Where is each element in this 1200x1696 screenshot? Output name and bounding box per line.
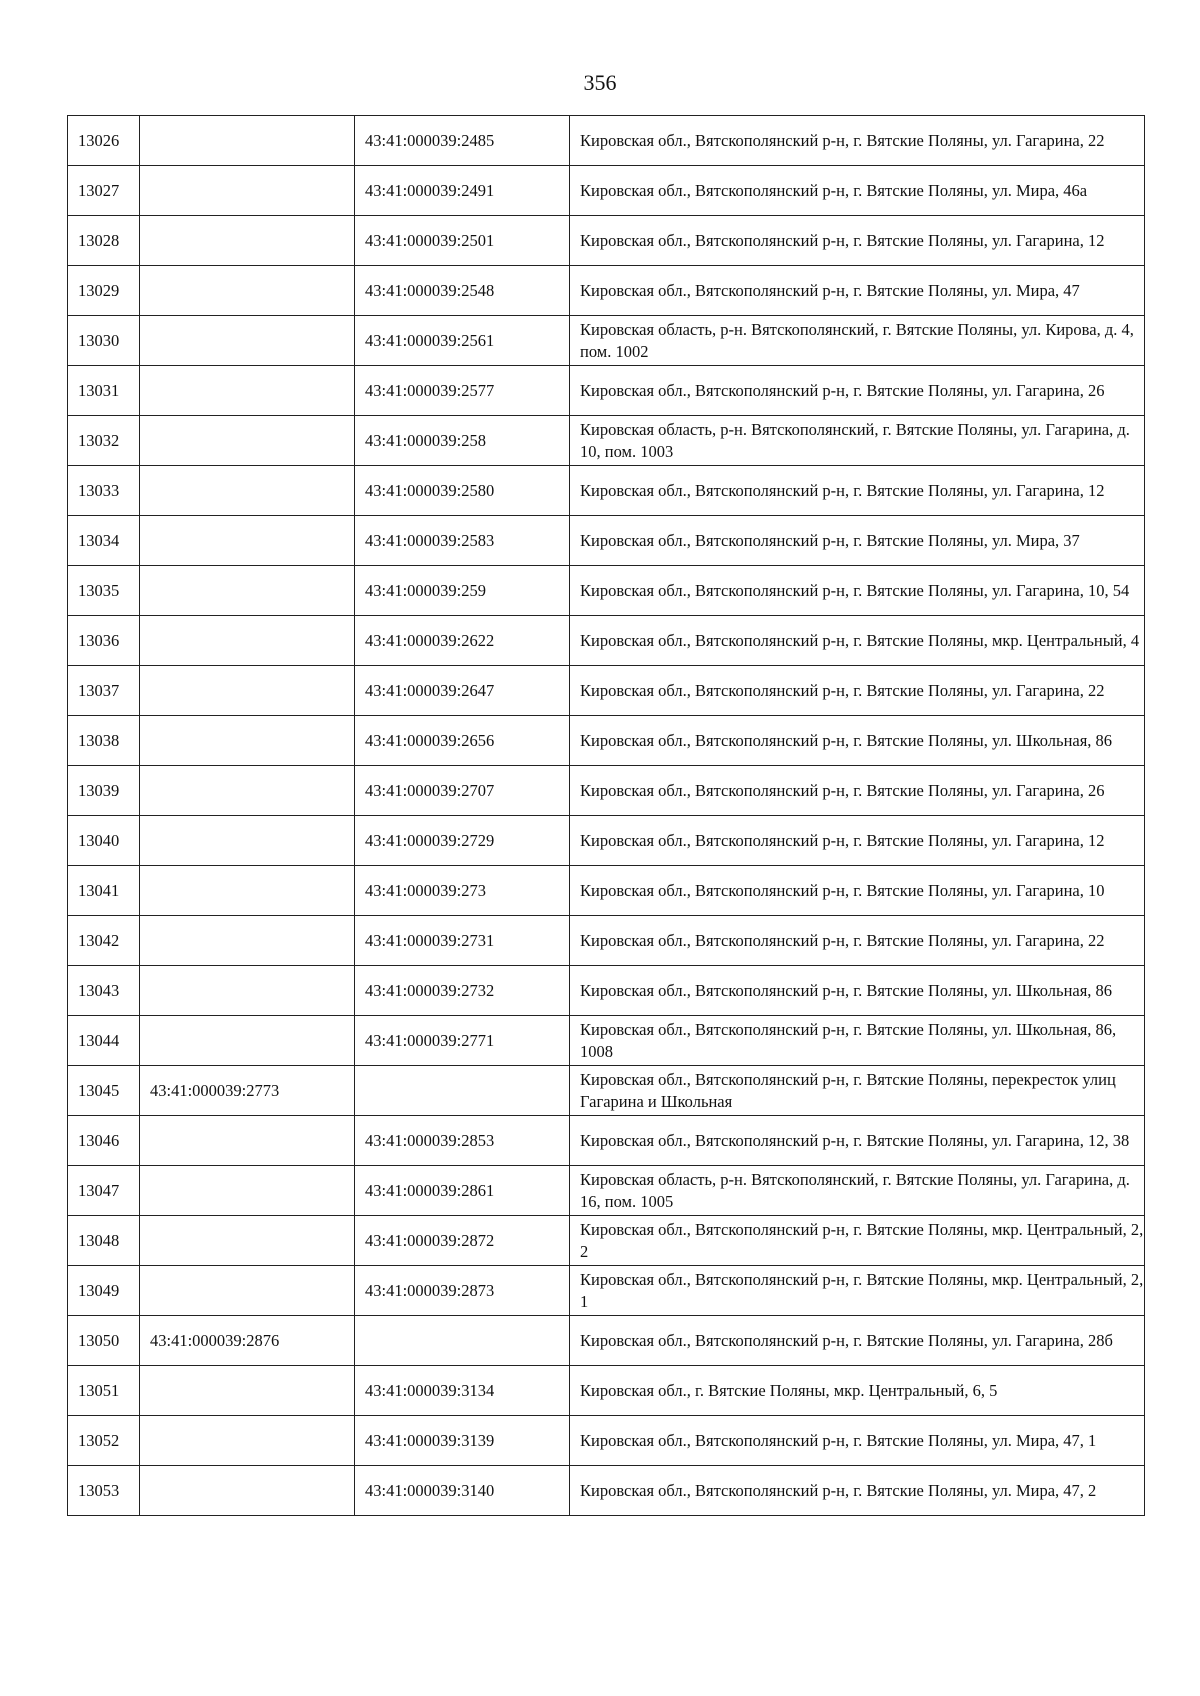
table-row bbox=[68, 716, 1145, 766]
table-row bbox=[68, 1416, 1145, 1466]
object-cadastral-number-cell: 43:41:000039:259 bbox=[355, 566, 570, 616]
table-row bbox=[68, 466, 1145, 516]
object-cadastral-number-cell: 43:41:000039:2548 bbox=[355, 266, 570, 316]
object-cadastral-number-cell: 43:41:000039:3134 bbox=[355, 1366, 570, 1416]
row-number-cell: 13035 bbox=[68, 566, 140, 616]
object-cadastral-number-cell: 43:41:000039:2491 bbox=[355, 166, 570, 216]
registry-table bbox=[67, 115, 1145, 1516]
table-row bbox=[68, 666, 1145, 716]
object-cadastral-number-cell: 43:41:000039:2656 bbox=[355, 716, 570, 766]
row-number-cell: 13029 bbox=[68, 266, 140, 316]
address-cell: Кировская обл., Вятскополянский р-н, г. Вятские Поляны, перекресток улиц Гагарина и Школьная bbox=[570, 1066, 1145, 1116]
object-cadastral-number-cell: 43:41:000039:2583 bbox=[355, 516, 570, 566]
land-cadastral-number-cell bbox=[140, 1266, 355, 1316]
table-row bbox=[68, 1366, 1145, 1416]
table-row bbox=[68, 1216, 1145, 1266]
row-number-cell: 13038 bbox=[68, 716, 140, 766]
row-number-cell: 13051 bbox=[68, 1366, 140, 1416]
address-cell: Кировская обл., Вятскополянский р-н, г. Вятские Поляны, ул. Мира, 46а bbox=[570, 166, 1145, 216]
object-cadastral-number-cell: 43:41:000039:2647 bbox=[355, 666, 570, 716]
row-number-cell: 13027 bbox=[68, 166, 140, 216]
row-number-cell: 13045 bbox=[68, 1066, 140, 1116]
table-row bbox=[68, 1316, 1145, 1366]
table-row bbox=[68, 1066, 1145, 1116]
address-cell: Кировская обл., Вятскополянский р-н, г. Вятские Поляны, ул. Мира, 37 bbox=[570, 516, 1145, 566]
object-cadastral-number-cell: 43:41:000039:2501 bbox=[355, 216, 570, 266]
address-cell: Кировская обл., Вятскополянский р-н, г. Вятские Поляны, ул. Гагарина, 12 bbox=[570, 216, 1145, 266]
address-cell: Кировская обл., Вятскополянский р-н, г. Вятские Поляны, ул. Гагарина, 12, 38 bbox=[570, 1116, 1145, 1166]
land-cadastral-number-cell bbox=[140, 1466, 355, 1516]
land-cadastral-number-cell bbox=[140, 1116, 355, 1166]
land-cadastral-number-cell bbox=[140, 166, 355, 216]
row-number-cell: 13034 bbox=[68, 516, 140, 566]
object-cadastral-number-cell: 43:41:000039:2771 bbox=[355, 1016, 570, 1066]
table-row bbox=[68, 1166, 1145, 1216]
object-cadastral-number-cell: 43:41:000039:3139 bbox=[355, 1416, 570, 1466]
object-cadastral-number-cell: 43:41:000039:2731 bbox=[355, 916, 570, 966]
table-row bbox=[68, 1266, 1145, 1316]
address-cell: Кировская обл., Вятскополянский р-н, г. Вятские Поляны, ул. Гагарина, 10, 54 bbox=[570, 566, 1145, 616]
object-cadastral-number-cell: 43:41:000039:2577 bbox=[355, 366, 570, 416]
address-cell: Кировская обл., Вятскополянский р-н, г. Вятские Поляны, ул. Мира, 47, 1 bbox=[570, 1416, 1145, 1466]
land-cadastral-number-cell bbox=[140, 1016, 355, 1066]
address-cell: Кировская обл., Вятскополянский р-н, г. Вятские Поляны, ул. Гагарина, 12 bbox=[570, 816, 1145, 866]
land-cadastral-number-cell bbox=[140, 1366, 355, 1416]
land-cadastral-number-cell bbox=[140, 1166, 355, 1216]
object-cadastral-number-cell: 43:41:000039:3140 bbox=[355, 1466, 570, 1516]
row-number-cell: 13041 bbox=[68, 866, 140, 916]
row-number-cell: 13046 bbox=[68, 1116, 140, 1166]
row-number-cell: 13043 bbox=[68, 966, 140, 1016]
object-cadastral-number-cell: 43:41:000039:2872 bbox=[355, 1216, 570, 1266]
table-row bbox=[68, 816, 1145, 866]
land-cadastral-number-cell bbox=[140, 766, 355, 816]
row-number-cell: 13032 bbox=[68, 416, 140, 466]
row-number-cell: 13049 bbox=[68, 1266, 140, 1316]
address-cell: Кировская обл., Вятскополянский р-н, г. Вятские Поляны, ул. Гагарина, 26 bbox=[570, 766, 1145, 816]
table-row bbox=[68, 366, 1145, 416]
object-cadastral-number-cell: 43:41:000039:2732 bbox=[355, 966, 570, 1016]
land-cadastral-number-cell bbox=[140, 416, 355, 466]
land-cadastral-number-cell bbox=[140, 466, 355, 516]
object-cadastral-number-cell: 43:41:000039:2622 bbox=[355, 616, 570, 666]
table-row bbox=[68, 966, 1145, 1016]
object-cadastral-number-cell: 43:41:000039:2861 bbox=[355, 1166, 570, 1216]
land-cadastral-number-cell bbox=[140, 366, 355, 416]
object-cadastral-number-cell: 43:41:000039:2485 bbox=[355, 116, 570, 166]
address-cell: Кировская обл., Вятскополянский р-н, г. Вятские Поляны, ул. Школьная, 86 bbox=[570, 966, 1145, 1016]
row-number-cell: 13037 bbox=[68, 666, 140, 716]
address-cell: Кировская обл., г. Вятские Поляны, мкр. Центральный, 6, 5 bbox=[570, 1366, 1145, 1416]
address-cell: Кировская область, р-н. Вятскополянский, г. Вятские Поляны, ул. Кирова, д. 4, пом. 1002 bbox=[570, 316, 1145, 366]
address-cell: Кировская обл., Вятскополянский р-н, г. Вятские Поляны, мкр. Центральный, 4 bbox=[570, 616, 1145, 666]
row-number-cell: 13052 bbox=[68, 1416, 140, 1466]
address-cell: Кировская обл., Вятскополянский р-н, г. Вятские Поляны, ул. Гагарина, 22 bbox=[570, 666, 1145, 716]
address-cell: Кировская обл., Вятскополянский р-н, г. Вятские Поляны, ул. Гагарина, 12 bbox=[570, 466, 1145, 516]
page-number: 356 bbox=[583, 70, 617, 95]
address-cell: Кировская обл., Вятскополянский р-н, г. Вятские Поляны, ул. Гагарина, 10 bbox=[570, 866, 1145, 916]
address-cell: Кировская обл., Вятскополянский р-н, г. Вятские Поляны, ул. Школьная, 86, 1008 bbox=[570, 1016, 1145, 1066]
object-cadastral-number-cell: 43:41:000039:2561 bbox=[355, 316, 570, 366]
address-cell: Кировская обл., Вятскополянский р-н, г. Вятские Поляны, ул. Мира, 47 bbox=[570, 266, 1145, 316]
table-row bbox=[68, 866, 1145, 916]
table-row bbox=[68, 316, 1145, 366]
table-row bbox=[68, 516, 1145, 566]
object-cadastral-number-cell: 43:41:000039:2729 bbox=[355, 816, 570, 866]
address-cell: Кировская обл., Вятскополянский р-н, г. Вятские Поляны, ул. Гагарина, 26 bbox=[570, 366, 1145, 416]
row-number-cell: 13031 bbox=[68, 366, 140, 416]
row-number-cell: 13042 bbox=[68, 916, 140, 966]
table-row bbox=[68, 116, 1145, 166]
row-number-cell: 13044 bbox=[68, 1016, 140, 1066]
row-number-cell: 13028 bbox=[68, 216, 140, 266]
land-cadastral-number-cell bbox=[140, 666, 355, 716]
object-cadastral-number-cell: 43:41:000039:2873 bbox=[355, 1266, 570, 1316]
table-row bbox=[68, 1466, 1145, 1516]
land-cadastral-number-cell bbox=[140, 1416, 355, 1466]
row-number-cell: 13050 bbox=[68, 1316, 140, 1366]
address-cell: Кировская обл., Вятскополянский р-н, г. Вятские Поляны, мкр. Центральный, 2, 2 bbox=[570, 1216, 1145, 1266]
address-cell: Кировская обл., Вятскополянский р-н, г. Вятские Поляны, мкр. Центральный, 2, 1 bbox=[570, 1266, 1145, 1316]
row-number-cell: 13036 bbox=[68, 616, 140, 666]
address-cell: Кировская область, р-н. Вятскополянский, г. Вятские Поляны, ул. Гагарина, д. 16, пом. 1005 bbox=[570, 1166, 1145, 1216]
land-cadastral-number-cell bbox=[140, 866, 355, 916]
row-number-cell: 13048 bbox=[68, 1216, 140, 1266]
land-cadastral-number-cell: 43:41:000039:2876 bbox=[140, 1316, 355, 1366]
address-cell: Кировская обл., Вятскополянский р-н, г. Вятские Поляны, ул. Гагарина, 22 bbox=[570, 116, 1145, 166]
address-cell: Кировская обл., Вятскополянский р-н, г. Вятские Поляны, ул. Школьная, 86 bbox=[570, 716, 1145, 766]
registry-table-body bbox=[68, 116, 1145, 1516]
land-cadastral-number-cell bbox=[140, 716, 355, 766]
land-cadastral-number-cell bbox=[140, 966, 355, 1016]
table-row bbox=[68, 1016, 1145, 1066]
row-number-cell: 13030 bbox=[68, 316, 140, 366]
object-cadastral-number-cell: 43:41:000039:2707 bbox=[355, 766, 570, 816]
row-number-cell: 13040 bbox=[68, 816, 140, 866]
table-row bbox=[68, 766, 1145, 816]
row-number-cell: 13047 bbox=[68, 1166, 140, 1216]
table-row bbox=[68, 1116, 1145, 1166]
object-cadastral-number-cell bbox=[355, 1316, 570, 1366]
table-row bbox=[68, 566, 1145, 616]
table-row bbox=[68, 616, 1145, 666]
address-cell: Кировская обл., Вятскополянский р-н, г. Вятские Поляны, ул. Мира, 47, 2 bbox=[570, 1466, 1145, 1516]
table-row bbox=[68, 416, 1145, 466]
land-cadastral-number-cell bbox=[140, 566, 355, 616]
land-cadastral-number-cell bbox=[140, 116, 355, 166]
object-cadastral-number-cell: 43:41:000039:258 bbox=[355, 416, 570, 466]
land-cadastral-number-cell bbox=[140, 316, 355, 366]
row-number-cell: 13039 bbox=[68, 766, 140, 816]
object-cadastral-number-cell: 43:41:000039:2580 bbox=[355, 466, 570, 516]
row-number-cell: 13033 bbox=[68, 466, 140, 516]
land-cadastral-number-cell bbox=[140, 216, 355, 266]
object-cadastral-number-cell bbox=[355, 1066, 570, 1116]
table-row bbox=[68, 166, 1145, 216]
land-cadastral-number-cell bbox=[140, 916, 355, 966]
table-row bbox=[68, 266, 1145, 316]
land-cadastral-number-cell bbox=[140, 266, 355, 316]
address-cell: Кировская обл., Вятскополянский р-н, г. Вятские Поляны, ул. Гагарина, 22 bbox=[570, 916, 1145, 966]
object-cadastral-number-cell: 43:41:000039:273 bbox=[355, 866, 570, 916]
land-cadastral-number-cell bbox=[140, 516, 355, 566]
row-number-cell: 13026 bbox=[68, 116, 140, 166]
object-cadastral-number-cell: 43:41:000039:2853 bbox=[355, 1116, 570, 1166]
table-row bbox=[68, 216, 1145, 266]
table-row bbox=[68, 916, 1145, 966]
land-cadastral-number-cell bbox=[140, 816, 355, 866]
address-cell: Кировская область, р-н. Вятскополянский, г. Вятские Поляны, ул. Гагарина, д. 10, пом. 1003 bbox=[570, 416, 1145, 466]
row-number-cell: 13053 bbox=[68, 1466, 140, 1516]
address-cell: Кировская обл., Вятскополянский р-н, г. Вятские Поляны, ул. Гагарина, 28б bbox=[570, 1316, 1145, 1366]
land-cadastral-number-cell: 43:41:000039:2773 bbox=[140, 1066, 355, 1116]
land-cadastral-number-cell bbox=[140, 1216, 355, 1266]
land-cadastral-number-cell bbox=[140, 616, 355, 666]
